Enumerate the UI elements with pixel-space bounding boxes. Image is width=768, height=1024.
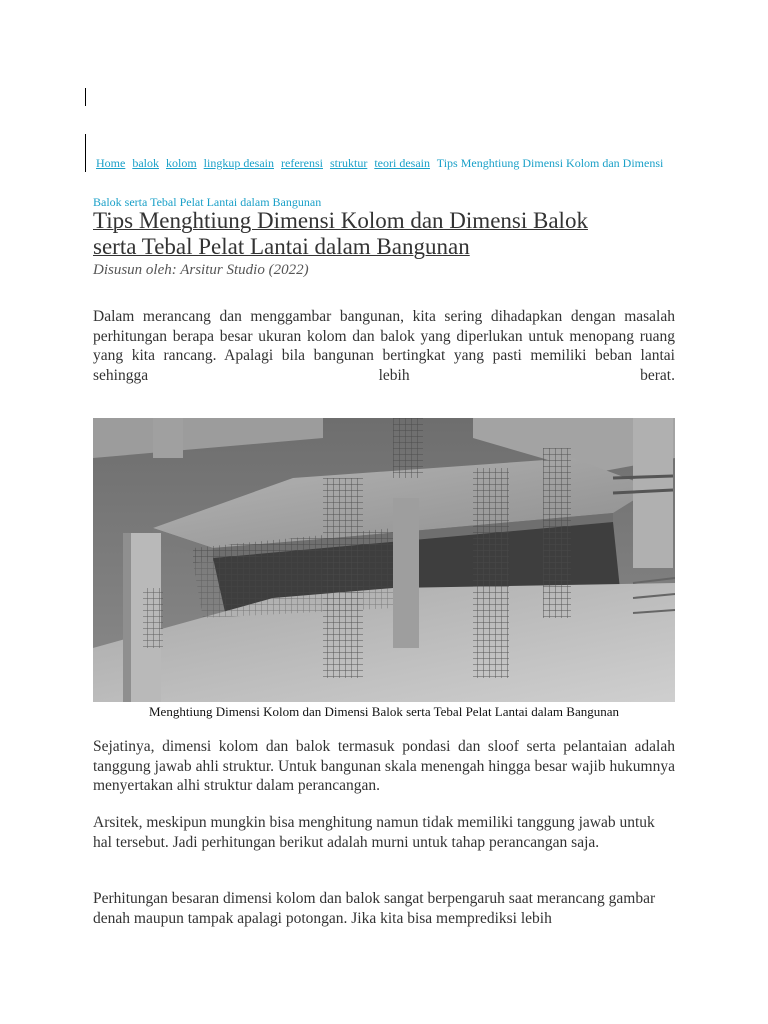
- structure-render-image: [93, 418, 675, 702]
- paragraph-intro: Dalam merancang dan menggambar bangunan, kita sering dihadapkan dengan masalah perhitungan berapa besar ukuran kolom dan balok yang diperlukan untuk menopang ruang yang kita rancang. Apalagi bila bangunan bertingkat yang pasti memiliki beban lantai sehingga lebih berat.: [93, 308, 675, 384]
- breadcrumb-link-lingkup-desain[interactable]: lingkup desain: [203, 156, 274, 170]
- breadcrumb-link-balok[interactable]: balok: [132, 156, 159, 170]
- page-title-line-1: Tips Menghtiung Dimensi Kolom dan Dimensi Balok: [93, 208, 588, 233]
- paragraph-arsitek: Arsitek, meskipun mungkin bisa menghitung namun tidak memiliki tanggung jawab untuk hal tersebut. Jadi perhitungan berikut adalah murni untuk tahap perancangan saja.: [93, 814, 655, 851]
- page-title-line-2: serta Tebal Pelat Lantai dalam Bangunan: [93, 234, 470, 259]
- breadcrumb-link-teori-desain[interactable]: teori desain: [374, 156, 430, 170]
- byline: Disusun oleh: Arsitur Studio (2022): [93, 262, 309, 278]
- paragraph-perhitungan: Perhitungan besaran dimensi kolom dan balok sangat berpengaruh saat merancang gambar denah maupun tampak apalagi potongan. Jika kita bisa memprediksi lebih: [93, 890, 656, 927]
- text-cursor-top: [85, 88, 86, 106]
- breadcrumb-link-struktur[interactable]: struktur: [329, 156, 368, 170]
- breadcrumb-link-home[interactable]: Home: [96, 156, 126, 170]
- breadcrumb-link-referensi[interactable]: referensi: [281, 156, 323, 170]
- breadcrumb-current-continued: Balok serta Tebal Pelat Lantai dalam Bangunan: [93, 195, 322, 209]
- breadcrumb: [96, 156, 686, 171]
- figure-caption: Menghtiung Dimensi Kolom dan Dimensi Balok serta Tebal Pelat Lantai dalam Bangunan: [148, 704, 619, 719]
- paragraph-sejatinya: Sejatinya, dimensi kolom dan balok termasuk pondasi dan sloof serta pelantaian adalah tanggung jawab ahli struktur. Untuk bangunan skala menengah hingga besar wajib hukumnya menyertakan alhi struktur dalam perancangan.: [93, 738, 675, 794]
- breadcrumb-link-kolom[interactable]: kolom: [166, 156, 197, 170]
- text-cursor-left: [85, 134, 86, 172]
- breadcrumb-current: Tips Menghtiung Dimensi Kolom dan Dimensi: [436, 156, 664, 170]
- page-title: [93, 208, 673, 260]
